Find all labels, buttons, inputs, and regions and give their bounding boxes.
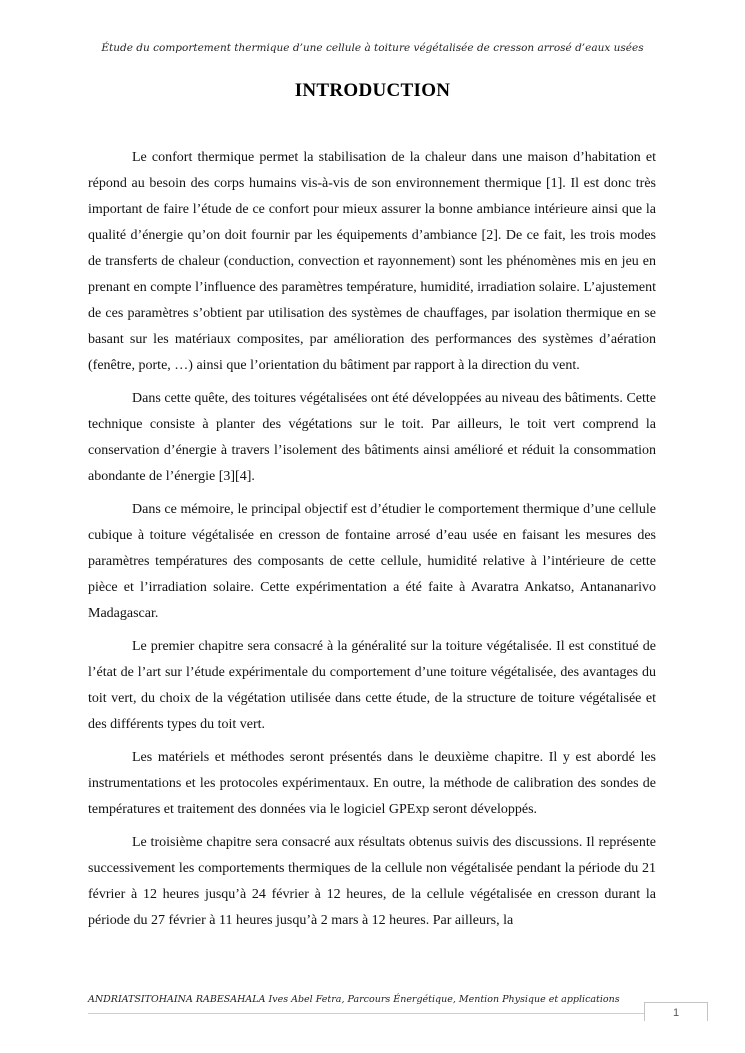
paragraph-2: Dans cette quête, des toitures végétalisées ont été développées au niveau des bâtiments. Cette technique consiste à planter des végétations sur le toit. Par ailleurs, le toit vert comprend la conservation d’énergie à travers l’isolement des bâtiments ainsi amélioré et réduit la consommation abondante de l’énergie [3][4]. bbox=[88, 391, 656, 484]
paragraph-6: Le troisième chapitre sera consacré aux résultats obtenus suivis des discussions. Il représente successivement les comportements thermiques de la cellule non végétalisée pendant la période du 21 février à 12 heures jusqu’à 24 février à 12 heures, de la cellule végétalisée en cresson durant la période du 27 février à 11 heures jusqu’à 2 mars à 12 heures. Par ailleurs, la bbox=[88, 835, 656, 928]
footer-divider bbox=[88, 1013, 646, 1014]
paragraph-3: Dans ce mémoire, le principal objectif est d’étudier le comportement thermique d’une cellule cubique à toiture végétalisée en cresson de fontaine arrosé d’eau usée en faisant les mesures des paramètres températures des composants de cette cellule, humidité relative à l’intérieure de cette pièce et l’irradiation solaire. Cette expérimentation a été faite à Avaratra Ankatso, Antananarivo Madagascar. bbox=[88, 502, 656, 621]
body-text bbox=[88, 145, 656, 941]
page-title: INTRODUCTION bbox=[294, 80, 451, 101]
paragraph-4: Le premier chapitre sera consacré à la généralité sur la toiture végétalisée. Il est constitué de l’état de l’art sur l’étude expérimentale du comportement d’une toiture végétalisée, des avantages du toit vert, du choix de la végétation utilisée dans cette étude, de la structure de toiture végétalisée et des différents types du toit vert. bbox=[88, 639, 656, 732]
running-header: Étude du comportement thermique d’une cellule à toiture végétalisée de cresson arrosé d’eaux usées bbox=[101, 42, 644, 54]
paragraph-5: Les matériels et méthodes seront présentés dans le deuxième chapitre. Il y est abordé les instrumentations et les protocoles expérimentaux. En outre, la méthode de calibration des sondes de températures et traitement des données via le logiciel GPExp seront développés. bbox=[88, 750, 656, 817]
page-number: 1 bbox=[644, 1002, 708, 1021]
paragraph-1: Le confort thermique permet la stabilisation de la chaleur dans une maison d’habitation et répond au besoin des corps humains vis-à-vis de son environnement thermique [1]. Il est donc très important de faire l’étude de ce confort pour mieux assurer la bonne ambiance intérieure ainsi que la qualité d’énergie qu’on doit fournir par les équipements d’ambiance [2]. De ce fait, les trois modes de transferts de chaleur (conduction, convection et rayonnement) sont les phénomènes mis en jeu en prenant en compte l’influence des paramètres température, humidité, irradiation solaire. L’ajustement de ces paramètres s’obtient par utilisation des systèmes de chauffages, par isolation thermique en se basant sur les matériaux composites, par amélioration des performances des systèmes d’aération (fenêtre, porte, …) ainsi que l’orientation du bâtiment par rapport à la direction du vent. bbox=[88, 150, 656, 373]
footer-author-line: ANDRIATSITOHAINA RABESAHALA Ives Abel Fetra, Parcours Énergétique, Mention Physique et applications bbox=[88, 994, 620, 1005]
